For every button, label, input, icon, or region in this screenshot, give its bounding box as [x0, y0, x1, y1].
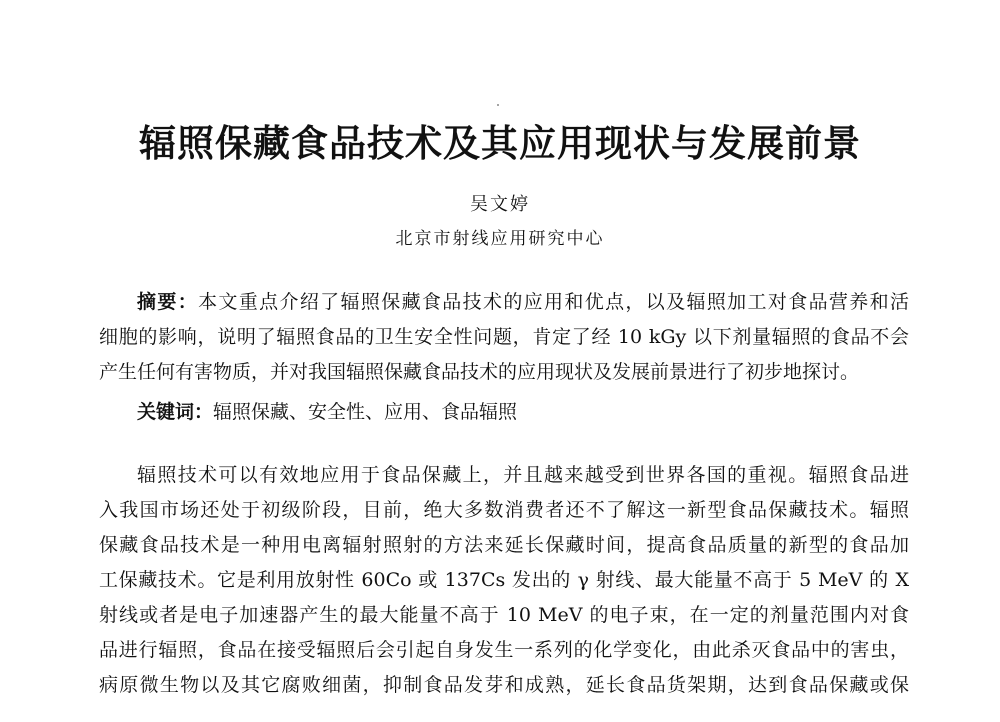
abstract-section	[99, 285, 909, 390]
keywords-line	[99, 395, 909, 430]
body-line-6: 品进行辐照，食品在接受辐照后会引起自身发生一系列的化学变化，由此杀灭食品中的害虫，	[99, 639, 909, 661]
author-affiliation: 北京市射线应用研究中心	[395, 229, 605, 249]
body-line-3: 保藏食品技术是一种用电离辐射照射的方法来延长保藏时间，提高食品质量的新型的食品加	[99, 534, 909, 556]
abstract-line-2: 细胞的影响，说明了辐照食品的卫生安全性问题，肯定了经 10 kGy 以下剂量辐照的食品不会	[99, 326, 909, 348]
abstract-label: 摘要：	[137, 291, 199, 313]
abstract-line-3: 产生任何有害物质，并对我国辐照保藏食品技术的应用现状及发展前景进行了初步地探讨。	[99, 361, 860, 383]
author-name: 吴文婷	[470, 194, 530, 215]
abstract-line-1	[99, 285, 909, 320]
keywords-text: 辐照保藏、安全性、应用、食品辐照	[213, 401, 518, 423]
paper-title: 辐照保藏食品技术及其应用现状与发展前景	[139, 121, 861, 165]
abstract-text-1: 本文重点介绍了辐照保藏食品技术的应用和优点，以及辐照加工对食品营养和活	[198, 291, 909, 313]
body-line-1: 辐照技术可以有效地应用于食品保藏上，并且越来越受到世界各国的重视。辐照食品进	[137, 464, 909, 486]
body-line-5: 射线或者是电子加速器产生的最大能量不高于 10 MeV 的电子束，在一定的剂量范围内对食	[99, 604, 909, 626]
body-line-4: 工保藏技术。它是利用放射性 60Co 或 137Cs 发出的 γ 射线、最大能量不高于 5 MeV 的 X	[99, 569, 909, 591]
keywords-section	[99, 395, 909, 430]
body-line-7: 病原微生物以及其它腐败细菌，抑制食品发芽和成熟，延长食品货架期，达到食品保藏或保	[99, 674, 909, 696]
scan-speck	[497, 104, 499, 106]
body-paragraph	[99, 458, 909, 703]
body-line-2: 入我国市场还处于初级阶段，目前，绝大多数消费者还不了解这一新型食品保藏技术。辐照	[99, 499, 909, 521]
keywords-label: 关键词：	[137, 401, 214, 423]
